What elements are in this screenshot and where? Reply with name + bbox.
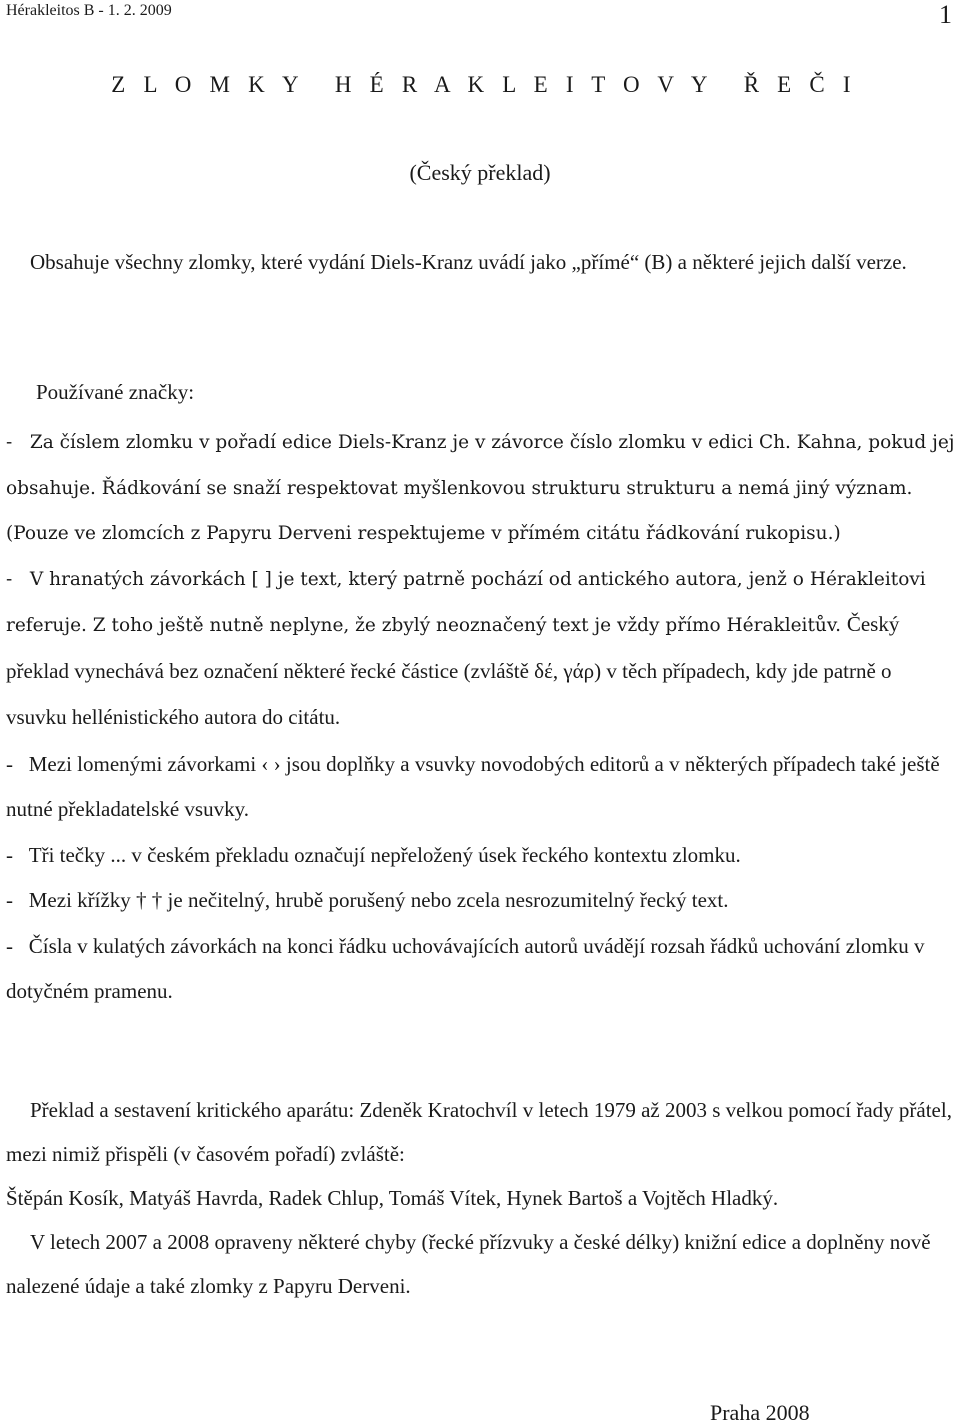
legend-dash: -	[6, 432, 13, 453]
document-title	[0, 72, 960, 98]
title-word: Z L O M K Y	[111, 72, 305, 97]
legend-dash: -	[6, 842, 13, 867]
legend-text: Čísla v kulatých závorkách na konci řádku uchovávajících autorů uvádějí rozsah řádků uchování zlomku v dotyčném pramenu.	[6, 933, 925, 1003]
place-date: Praha 2008	[710, 1400, 810, 1425]
legend-dash: -	[6, 888, 13, 912]
legend-list	[6, 420, 956, 1015]
legend-heading-colon: :	[188, 380, 195, 404]
legend-dash: -	[6, 568, 13, 590]
legend-item	[6, 420, 956, 557]
credits-revision-text: V letech 2007 a 2008 opraveny některé chyby (řecké přízvuky a české délky) knižní edice a doplněny nově nalezené údaje a také zlomky z Papyru Derveni.	[6, 1230, 931, 1298]
running-header: Hérakleitos B - 1. 2. 2009	[6, 2, 172, 19]
document-subtitle: (Český překlad)	[409, 160, 551, 185]
legend-text-greek-note: Český překlad vynechává bez označení některé řecké částice (zvláště δέ, γάρ) v těch případech, kdy jde patrně o vsuvku hellénistického autora do citátu.	[6, 612, 900, 729]
legend-text: Tři tečky ... v českém překladu označují nepřeložený úsek řeckého kontextu zlomku.	[28, 842, 741, 867]
legend-heading	[36, 380, 194, 405]
legend-item	[6, 924, 956, 1015]
credits-contributors	[6, 1176, 956, 1220]
legend-text: Mezi křížky † † je nečitelný, hrubě porušený nebo zcela nesrozumitelný řecký text.	[28, 888, 729, 912]
legend-item	[6, 833, 956, 879]
page-number: 1	[939, 0, 952, 29]
legend-dash: -	[6, 751, 13, 776]
legend-item	[6, 742, 956, 833]
legend-dash: -	[6, 933, 13, 958]
legend-text: Za číslem zlomku v pořadí edice Diels-Kranz je v závorce číslo zlomku v edici Ch. Kahna, pokud jej obsahuje. Řádkování se snaží respektovat myšlenkovou strukturu strukturu a nemá jiný význam. (Pouze ve zlomcích z Papyru Derveni respektujeme v přímém citátu řádkování rukopisu.)	[6, 432, 955, 544]
legend-heading-text: Používané značky	[36, 380, 189, 404]
legend-text: V hranatých závorkách [ ] je text, který patrně pochází od antického autora, jenž o Hérakleitovi referuje. Z toho ještě nutně neplyne, že zbylý neoznačený text je vždy přímo Hérakleitův.	[6, 568, 926, 636]
credits-translation	[6, 1088, 956, 1176]
title-word: H É R A K L E I T O V Y	[334, 72, 714, 97]
intro-paragraph: Obsahuje všechny zlomky, které vydání Diels-Kranz uvádí jako „přímé“ (B) a některé jejich další verze.	[30, 250, 907, 274]
credits-revision	[6, 1220, 956, 1308]
legend-item	[6, 878, 956, 924]
credits-translation-text: Překlad a sestavení kritického aparátu: Zdeněk Kratochvíl v letech 1979 až 2003 s velkou pomocí řady přátel, mezi nimiž přispěli (v časovém pořadí) zvláště:	[6, 1098, 952, 1166]
credits-contributors-text: Štěpán Kosík, Matyáš Havrda, Radek Chlup, Tomáš Vítek, Hynek Bartoš a Vojtěch Hladký.	[6, 1186, 779, 1210]
credits	[6, 1088, 956, 1308]
title-word: Ř E Č I	[743, 72, 857, 97]
legend-text: Mezi lomenými závorkami ‹ › jsou doplňky a vsuvky novodobých editorů a v některých případech také ještě nutné překladatelské vsuvky.	[6, 751, 940, 821]
legend-item	[6, 557, 956, 742]
